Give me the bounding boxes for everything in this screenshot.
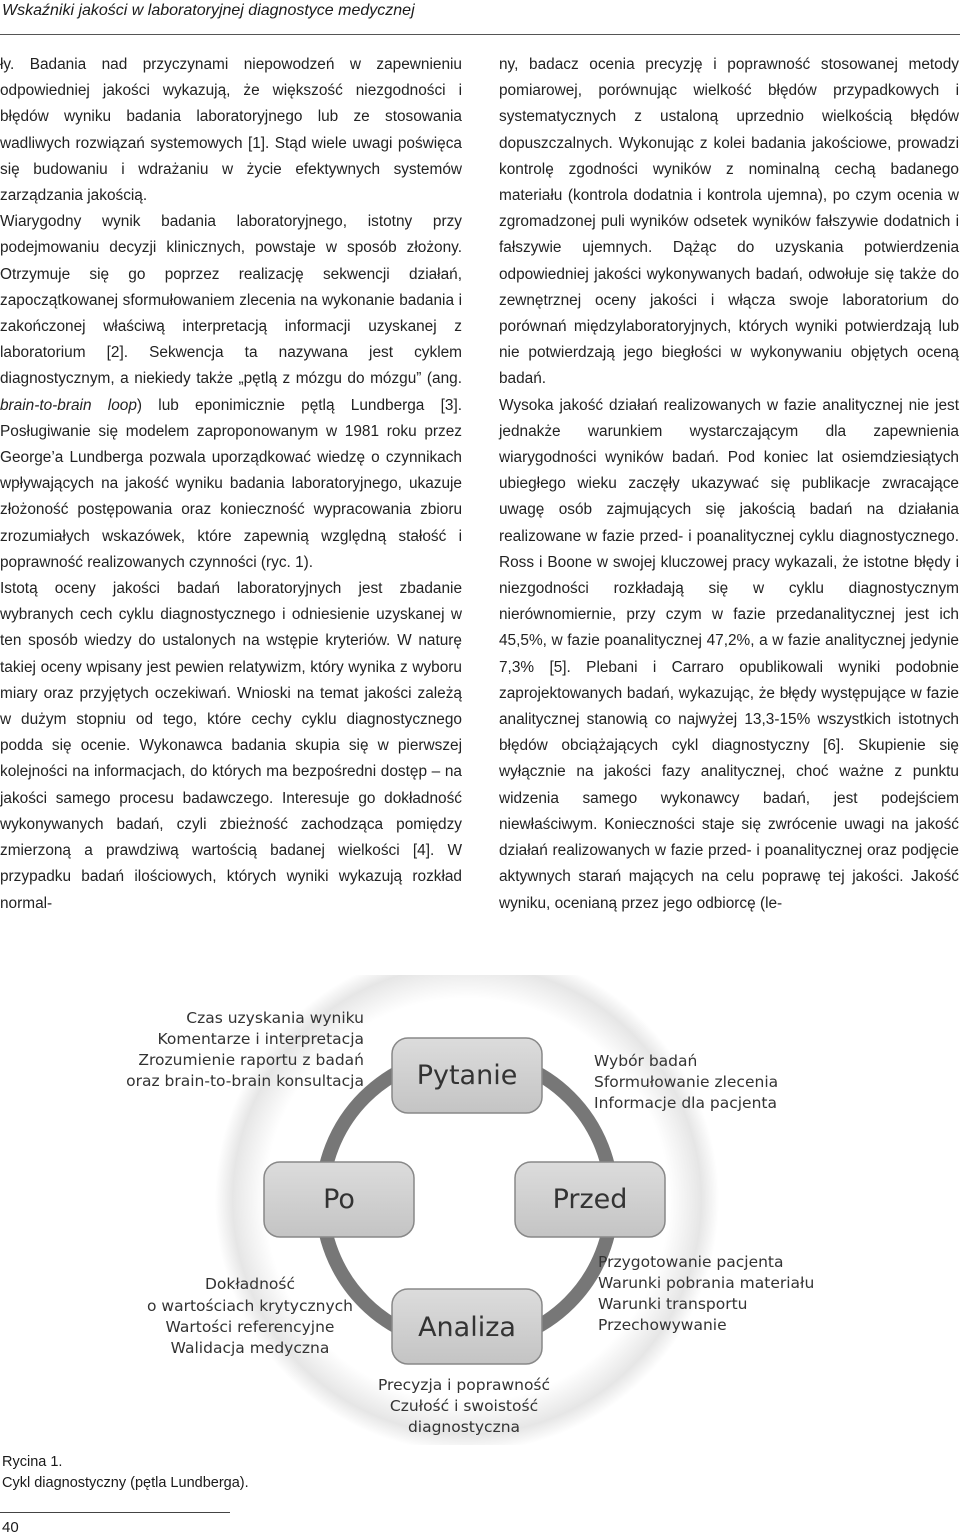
bottom-right-item: Przygotowanie pacjenta [598,1253,784,1271]
node-analiza-label: Analiza [418,1312,516,1343]
top-left-item: Komentarze i interpretacja [157,1030,364,1048]
header-rule [0,34,960,35]
caption-text: Cykl diagnostyczny (pętla Lundberga). [2,1475,249,1491]
figure-caption [2,1452,249,1494]
bottom-left-item: Wartości referencyjne [165,1318,335,1336]
left-paragraph-2-part-a: Wiarygodny wynik badania laboratoryjnego, istotny przy podejmowaniu decyzji klinicznych, powstaje w sposób złożony. Otrzymuje się go poprzez realizację sekwencji działań, zapoczątkowanej sformułowaniem zlecenia na wykonanie badania i zakończonej właściwą interpretacją informacji uzyskanej z laboratorium [2]. Sekwencja ta nazywana jest cyklem diagnostycznym, a niekiedy także „pętlą z mózgu do mózgu” (ang. [0,213,462,388]
left-paragraph-2-italic: brain-to-brain loop [0,396,137,414]
bottom-right-item: Warunki pobrania materiału [598,1274,815,1292]
bottom-left-item: Dokładność [204,1275,296,1293]
top-right-list [594,1052,778,1112]
running-header [0,0,960,38]
cycle-diagram [0,975,960,1445]
bottom-left-item: o wartościach krytycznych [147,1297,353,1315]
bottom-item: Czułość i swoistość [389,1397,539,1415]
page-number: 40 [2,1519,19,1536]
top-left-item: Czas uzyskania wyniku [186,1009,364,1027]
footer-rule [0,1512,230,1513]
left-paragraph-2-part-b: ) lub eponimicznie pętlą Lundberga [3]. Posługiwanie się modelem zaproponowanym w 1981 roku przez George’a Lundberga pozwala uporządkować wiedzę o czynnikach wpływających na jakość wyniku badania laboratoryjnego, ukazuje złożoność postępowania oraz konieczność wypracowania zbioru zrozumiałych wskazówek, które zapewnią względną stałość i poprawność realizowanych czynności (ryc. 1). [0,396,463,571]
left-paragraph-3: Istotą oceny jakości badań laboratoryjnych jest zbadanie wybranych cech cyklu diagnostycznego i odniesienie uzyskanej w ten sposób wiedzy do ustalonych na wstępie kryteriów. W naturę takiej oceny wpisany jest pewien relatywizm, który wynika z wyboru miary oraz przyjętych oczekiwań. Wnioski na temat jakości zależą w dużym stopniu od tego, które cechy cyklu diagnostycznego podda się ocenie. Wykonawca badania skupia się w pierwszej kolejności na informacjach, do których ma bezpośredni dostęp – na jakości samego procesu badawczego. Interesuje go dokładność wykonywanych badań, czyli zbieżność zachodząca pomiędzy zmierzoną a prawdziwą wartością badanej wielkości [4]. W przypadku badań ilościowych, których wyniki wykazują rozkład normal- [0,580,462,912]
right-paragraph-1: ny, badacz ocenia precyzję i poprawność stosowanej metody pomiarowej, porównując wielkość błędów przypadkowych i systematycznych z ustaloną uprzednio wielkością błędów dopuszczalnych. Wykonując z kolei badania jakościowe, prowadzi kontrolę zgodności wyników z nominalną cechą badanego materiału (kontrola dodatnia i kontrola ujemna), po czym ocenia w zgromadzonej puli wyników odsetek wyników fałszywie dodatnich i fałszywie ujemnych. Dążąc do uzyskania potwierdzenia odpowiedniej jakości wykonywanych badań, odwołuje się także do zewnętrznej oceny jakości i włącza swoje laboratorium do porównań międzylaboratoryjnych, których wyniki potwierdzają lub nie potwierdzają jego biegłości w wykonywaniu objętych oceną badań. [499,56,959,388]
node-po-label: Po [323,1184,355,1215]
left-paragraph-1: ły. Badania nad przyczynami niepowodzeń w zapewnieniu odpowiedniej jakości wykazują, że większość niezgodności i błędów wyniku badania laboratoryjnego lub ze stosowania wadliwych rozwiązań systemowych [1]. Stąd wiele uwagi poświęca się budowaniu i wdrażaniu w życie efektywnych systemów zarządzania jakością. [0,56,462,205]
top-left-item: oraz brain-to-brain konsultacja [126,1072,364,1090]
bottom-item: diagnostyczna [407,1418,521,1436]
caption-label: Rycina 1. [2,1454,63,1470]
header-title: Wskaźniki jakości w laboratoryjnej diagnostyce medycznej [2,2,415,19]
left-paragraph-2 [0,209,462,576]
bottom-right-item: Przechowywanie [598,1316,727,1334]
top-left-item: Zrozumienie raportu z badań [138,1051,364,1069]
bottom-left-item: Walidacja medyczna [170,1339,330,1357]
right-text-column [499,52,959,917]
node-przed-label: Przed [552,1184,628,1215]
top-right-item: Informacje dla pacjenta [594,1094,777,1112]
top-right-item: Sformułowanie zlecenia [594,1073,779,1091]
top-right-item: Wybór badań [594,1052,698,1070]
right-paragraph-2: Wysoka jakość działań realizowanych w fazie analitycznej nie jest jednakże warunkiem wystarczającym dla zapewnienia wiarygodności wyników badań. Pod koniec lat osiemdziesiątych ubiegłego wieku zaczęły ukazywać się publikacje zwracające uwagę osób zajmujących się jakością badań na działania realizowane w fazie przed- i poanalitycznej cyklu diagnostycznego. Ross i Boone w swojej kluczowej pracy wykazali, że istotne błędy i niezgodności rozkładają się w cyklu diagnostycznym nierównomiernie, przy czym w fazie przedanalitycznej jest ich 45,5%, w fazie poanalitycznej 47,2%, a w fazie analitycznej jedynie 7,3% [5]. Plebani i Carraro opublikowali wyniki podobnie zaprojektowanych badań, wykazując, że błędy występujące w fazie analitycznej stanowią co najwyżej 13,3-15% wszystkich istotnych błędów obciążających cykl diagnostyczny [6]. Skupienie się wyłącznie na jakości fazy analitycznej, choć ważne z punktu widzenia samego wykonawcy badań, jest podejściem niewłaściwym. Konieczności staje się zwrócenie uwagi na jakość działań realizowanych w fazie przed- i poanalitycznej oraz podjęcie aktywnych starań mających na celu poprawę tej jakości. Jakość wyniku, ocenianą przez jego odbiorcę (le- [499,396,959,912]
lundberg-cycle-figure [0,975,960,1445]
left-text-column [0,52,462,917]
bottom-right-item: Warunki transportu [598,1295,748,1313]
bottom-item: Precyzja i poprawność [377,1376,551,1394]
node-pytanie-label: Pytanie [416,1060,518,1091]
